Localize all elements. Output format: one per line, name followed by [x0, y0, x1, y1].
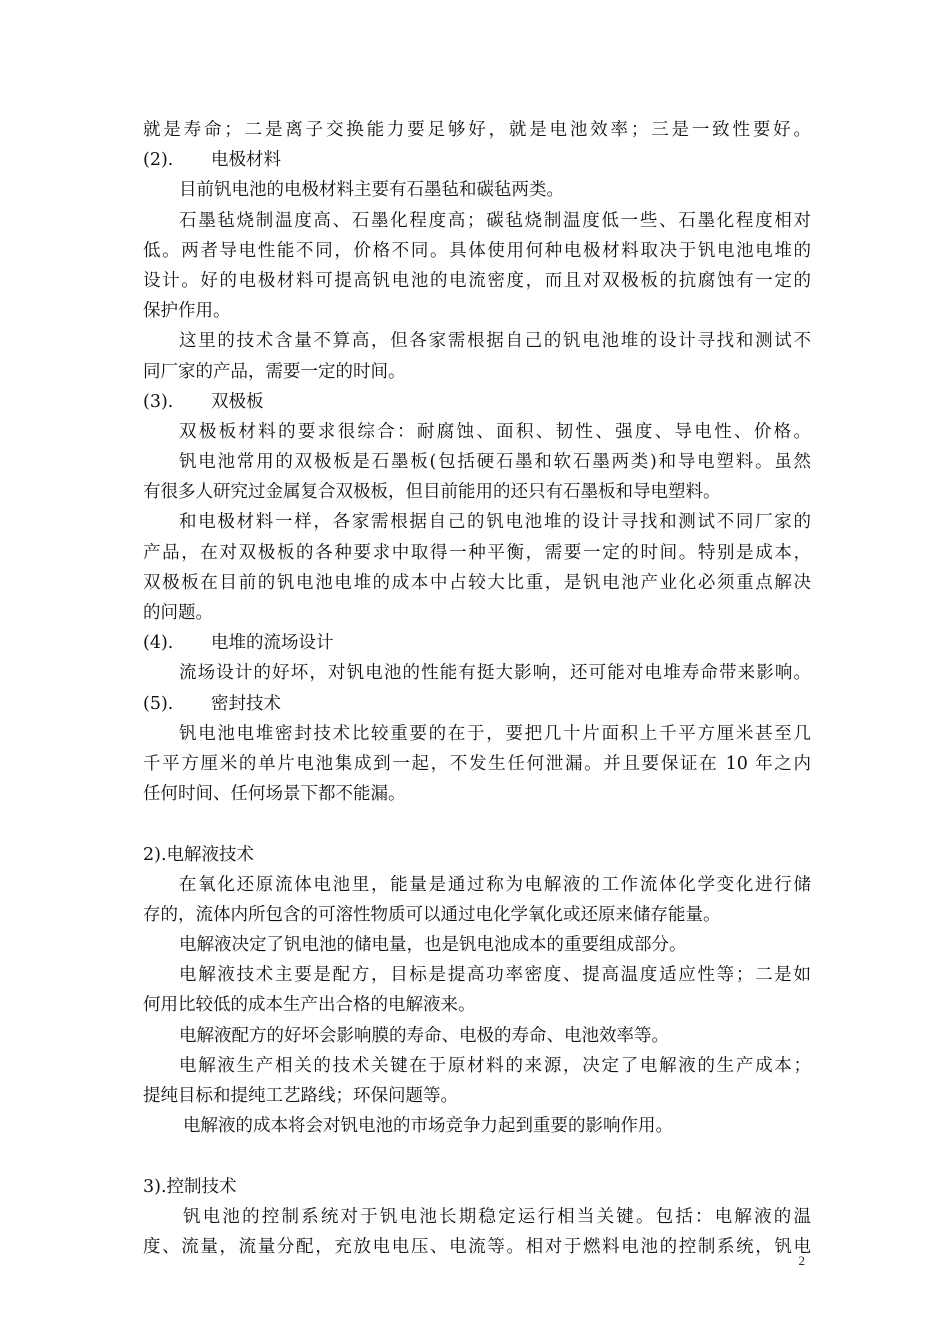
- text-line: 就是寿命；二是离子交换能力要足够好，就是电池效率；三是一致性要好。: [143, 120, 811, 140]
- heading-title: 双极板: [211, 391, 264, 412]
- heading-number: (5).: [143, 693, 174, 714]
- text-line: 低。两者导电性能不同，价格不同。具体使用何种电极材料取决于钒电池电堆的: [143, 240, 811, 261]
- body-text: [143, 115, 811, 1262]
- text-line: 这里的技术含量不算高，但各家需根据自己的钒电池堆的设计寻找和测试不: [179, 331, 811, 352]
- text-line: 保护作用。: [143, 301, 231, 322]
- heading-title: 密封技术: [211, 693, 281, 714]
- page-number: 2: [798, 1253, 805, 1268]
- text-line: 设计。好的电极材料可提高钒电池的电流密度，而且对双极板的抗腐蚀有一定的: [143, 270, 811, 291]
- text-line: 双极板材料的要求很综合：耐腐蚀、面积、韧性、强度、导电性、价格。: [179, 421, 811, 442]
- text-line: 任何时间、任何场景下都不能漏。: [143, 784, 406, 805]
- text-line: 提纯目标和提纯工艺路线；环保问题等。: [143, 1086, 458, 1106]
- text-line: 电解液配方的好坏会影响膜的寿命、电极的寿命、电池效率等。: [179, 1025, 669, 1046]
- text-line: 双极板在目前的钒电池电堆的成本中占较大比重，是钒电池产业化必须重点解决: [143, 572, 811, 593]
- text-line: 电解液的成本将会对钒电池的市场竞争力起到重要的影响作用。: [183, 1116, 673, 1137]
- text-line: 电解液技术主要是配方，目标是提高功率密度、提高温度适应性等；二是如: [179, 965, 811, 986]
- text-line: 千平方厘米的单片电池集成到一起，不发生任何泄漏。并且要保证在 10 年之内: [143, 753, 811, 774]
- section-heading: [143, 628, 811, 658]
- text-line: 电解液决定了钒电池的储电量，也是钒电池成本的重要组成部分。: [179, 935, 687, 956]
- text-line: 有很多人研究过金属复合双极板，但目前能用的还只有石墨板和导电塑料。: [143, 482, 721, 503]
- section-heading: 3).控制技术: [143, 1176, 237, 1197]
- text-line: 产品，在对双极板的各种要求中取得一种平衡，需要一定的时间。特别是成本，: [143, 542, 811, 563]
- heading-number: (3).: [143, 391, 174, 412]
- text-line: 存的，流体内所包含的可溶性物质可以通过电化学氧化或还原来储存能量。: [143, 904, 721, 925]
- text-line: 电解液生产相关的技术关键在于原材料的来源，决定了电解液的生产成本；: [179, 1055, 811, 1076]
- text-line: 钒电池常用的双极板是石墨板(包括硬石墨和软石墨两类)和导电塑料。虽然: [179, 452, 811, 473]
- section-heading: [143, 145, 811, 175]
- text-line: 目前钒电池的电极材料主要有石墨毡和碳毡两类。: [179, 180, 564, 201]
- section-heading: [143, 689, 811, 719]
- heading-title: 电极材料: [211, 150, 281, 171]
- text-line: 钒电池的控制系统对于钒电池长期稳定运行相当关键。包括：电解液的温: [183, 1206, 811, 1227]
- heading-title: 电堆的流场设计: [211, 633, 334, 654]
- text-line: 何用比较低的成本生产出合格的电解液来。: [143, 995, 476, 1016]
- text-line: 在氧化还原流体电池里，能量是通过称为电解液的工作流体化学变化进行储: [179, 874, 811, 895]
- text-line: 流场设计的好坏，对钒电池的性能有挺大影响，还可能对电堆寿命带来影响。: [179, 663, 811, 684]
- section-heading: 2).电解液技术: [143, 844, 255, 865]
- paragraph-gap: [143, 809, 811, 839]
- heading-number: (2).: [143, 150, 174, 171]
- section-heading: [143, 387, 811, 417]
- heading-number: (4).: [143, 633, 174, 654]
- text-line: 同厂家的产品，需要一定的时间。: [143, 361, 406, 382]
- text-line: 钒电池电堆密封技术比较重要的在于，要把几十片面积上千平方厘米甚至几: [179, 723, 811, 744]
- paragraph-gap: [143, 1141, 811, 1171]
- text-line: 度、流量，流量分配，充放电电压、电流等。相对于燃料电池的控制系统，钒电: [143, 1236, 811, 1257]
- text-line: 石墨毡烧制温度高、石墨化程度高；碳毡烧制温度低一些、石墨化程度相对: [179, 210, 811, 231]
- text-line: 和电极材料一样，各家需根据自己的钒电池堆的设计寻找和测试不同厂家的: [179, 512, 811, 533]
- text-line: 的问题。: [143, 603, 213, 623]
